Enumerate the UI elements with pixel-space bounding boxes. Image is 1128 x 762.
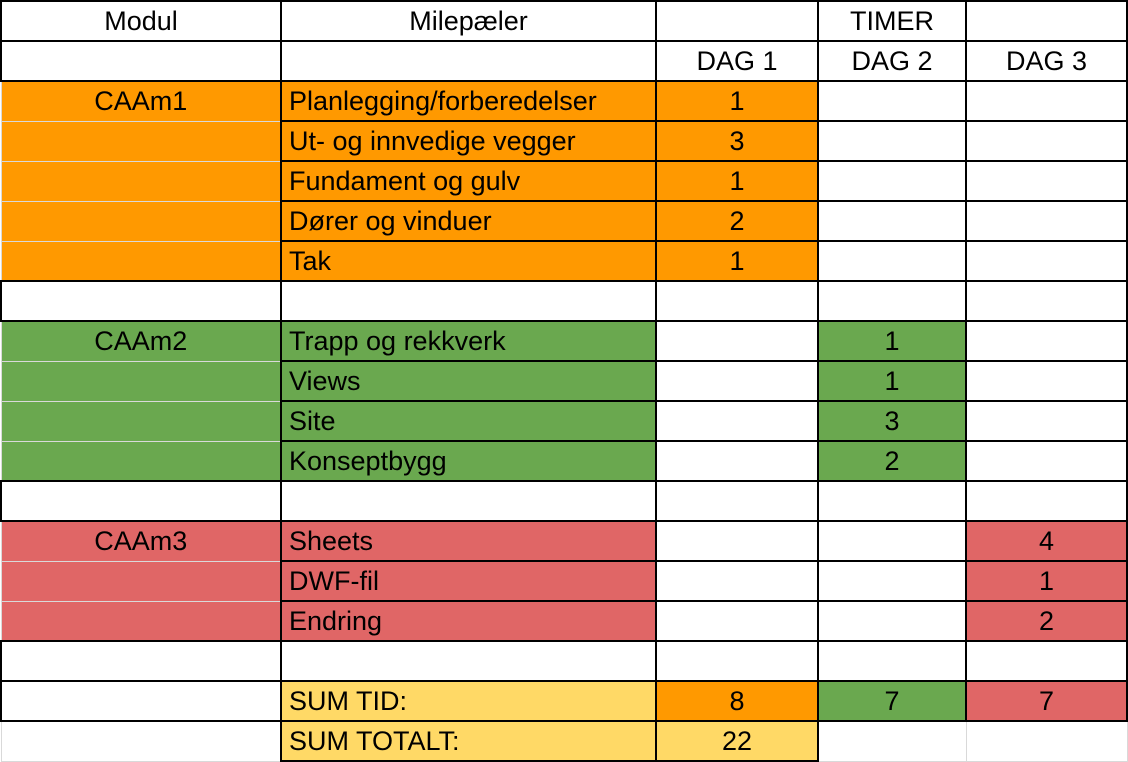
module-cell[interactable]	[1, 561, 281, 601]
dag2-cell[interactable]: 1	[818, 321, 966, 361]
empty-cell[interactable]	[281, 481, 656, 521]
empty-cell[interactable]	[966, 481, 1127, 521]
header-row	[1, 1, 1127, 41]
sum-dag1[interactable]: 8	[656, 681, 818, 721]
dag2-cell[interactable]: 2	[818, 441, 966, 481]
empty-cell[interactable]	[1, 721, 281, 761]
dag3-cell[interactable]	[966, 401, 1127, 441]
milestone-cell[interactable]: Endring	[281, 601, 656, 641]
module-name-cell[interactable]: CAAm1	[1, 81, 281, 121]
milestone-cell[interactable]: Views	[281, 361, 656, 401]
header-row-days	[1, 41, 1127, 81]
table-row	[1, 441, 1127, 481]
table-row	[1, 521, 1127, 561]
milestone-cell[interactable]: Ut- og innvedige vegger	[281, 121, 656, 161]
milestone-cell[interactable]: Konseptbygg	[281, 441, 656, 481]
dag2-cell[interactable]	[818, 241, 966, 281]
sum-dag3[interactable]: 7	[966, 681, 1127, 721]
spacer-row	[1, 481, 1127, 521]
header-dag1[interactable]: DAG 1	[656, 41, 818, 81]
header-modul[interactable]: Modul	[1, 1, 281, 41]
table-row	[1, 121, 1127, 161]
module-cell[interactable]	[1, 601, 281, 641]
table-row	[1, 361, 1127, 401]
empty-cell[interactable]	[1, 481, 281, 521]
empty-cell[interactable]	[818, 721, 966, 761]
table-row	[1, 601, 1127, 641]
dag2-cell[interactable]	[818, 121, 966, 161]
dag3-cell[interactable]: 4	[966, 521, 1127, 561]
dag2-cell[interactable]	[818, 161, 966, 201]
empty-cell[interactable]	[966, 281, 1127, 321]
empty-cell[interactable]	[281, 281, 656, 321]
table-row	[1, 401, 1127, 441]
empty-cell[interactable]	[818, 641, 966, 681]
module-name-cell[interactable]: CAAm2	[1, 321, 281, 361]
empty-cell[interactable]	[1, 641, 281, 681]
empty-cell[interactable]	[966, 721, 1127, 761]
module-cell[interactable]	[1, 361, 281, 401]
table-row	[1, 161, 1127, 201]
spacer-row	[1, 641, 1127, 681]
dag1-cell[interactable]	[656, 601, 818, 641]
dag1-cell[interactable]: 1	[656, 161, 818, 201]
dag2-cell[interactable]: 3	[818, 401, 966, 441]
dag2-cell[interactable]: 1	[818, 361, 966, 401]
sum-tid-label[interactable]: SUM TID:	[281, 681, 656, 721]
module-cell[interactable]	[1, 441, 281, 481]
empty-cell[interactable]	[1, 281, 281, 321]
dag3-cell[interactable]: 2	[966, 601, 1127, 641]
empty-cell[interactable]	[818, 281, 966, 321]
milestone-cell[interactable]: Tak	[281, 241, 656, 281]
dag1-cell[interactable]	[656, 321, 818, 361]
sum-tid-row	[1, 681, 1127, 721]
spacer-row	[1, 281, 1127, 321]
empty-cell[interactable]	[656, 481, 818, 521]
dag3-cell[interactable]	[966, 441, 1127, 481]
dag3-cell[interactable]	[966, 361, 1127, 401]
dag1-cell[interactable]: 3	[656, 121, 818, 161]
milestone-cell[interactable]: DWF-fil	[281, 561, 656, 601]
table-row	[1, 321, 1127, 361]
dag3-cell[interactable]	[966, 241, 1127, 281]
sum-dag2[interactable]: 7	[818, 681, 966, 721]
module-cell[interactable]	[1, 201, 281, 241]
header-milepaeler[interactable]: Milepæler	[281, 1, 656, 41]
milestone-cell[interactable]: Planlegging/forberedelser	[281, 81, 656, 121]
sum-totalt-row	[1, 721, 1127, 761]
dag3-cell[interactable]	[966, 321, 1127, 361]
dag2-cell[interactable]	[818, 601, 966, 641]
dag1-cell[interactable]	[656, 401, 818, 441]
module-cell[interactable]	[1, 241, 281, 281]
dag2-cell[interactable]	[818, 81, 966, 121]
dag2-cell[interactable]	[818, 201, 966, 241]
header-dag3[interactable]: DAG 3	[966, 41, 1127, 81]
empty-cell[interactable]	[818, 481, 966, 521]
header-cell-empty[interactable]	[966, 1, 1127, 41]
empty-cell[interactable]	[281, 641, 656, 681]
empty-cell[interactable]	[1, 681, 281, 721]
dag1-cell[interactable]: 1	[656, 81, 818, 121]
module-cell[interactable]	[1, 121, 281, 161]
sum-totalt-value[interactable]: 22	[656, 721, 818, 761]
module-cell[interactable]	[1, 161, 281, 201]
table-row	[1, 241, 1127, 281]
dag1-cell[interactable]: 1	[656, 241, 818, 281]
dag3-cell[interactable]	[966, 121, 1127, 161]
dag3-cell[interactable]: 1	[966, 561, 1127, 601]
header-cell-empty[interactable]	[656, 1, 818, 41]
header-cell-empty[interactable]	[1, 41, 281, 81]
milestone-cell[interactable]: Fundament og gulv	[281, 161, 656, 201]
header-cell-empty[interactable]	[281, 41, 656, 81]
dag3-cell[interactable]	[966, 161, 1127, 201]
milestone-cell[interactable]: Dører og vinduer	[281, 201, 656, 241]
empty-cell[interactable]	[656, 641, 818, 681]
sum-totalt-label[interactable]: SUM TOTALT:	[281, 721, 656, 761]
empty-cell[interactable]	[966, 641, 1127, 681]
table-row	[1, 81, 1127, 121]
milestone-cell[interactable]: Site	[281, 401, 656, 441]
dag3-cell[interactable]	[966, 81, 1127, 121]
dag1-cell[interactable]	[656, 361, 818, 401]
header-timer[interactable]: TIMER	[818, 1, 966, 41]
dag2-cell[interactable]	[818, 561, 966, 601]
empty-cell[interactable]	[656, 281, 818, 321]
header-dag2[interactable]: DAG 2	[818, 41, 966, 81]
module-name-cell[interactable]: CAAm3	[1, 521, 281, 561]
dag2-cell[interactable]	[818, 521, 966, 561]
dag1-cell[interactable]	[656, 521, 818, 561]
dag1-cell[interactable]	[656, 441, 818, 481]
table-row	[1, 561, 1127, 601]
dag1-cell[interactable]	[656, 561, 818, 601]
table-row	[1, 201, 1127, 241]
milestone-cell[interactable]: Sheets	[281, 521, 656, 561]
milestone-cell[interactable]: Trapp og rekkverk	[281, 321, 656, 361]
module-cell[interactable]	[1, 401, 281, 441]
dag1-cell[interactable]: 2	[656, 201, 818, 241]
dag3-cell[interactable]	[966, 201, 1127, 241]
